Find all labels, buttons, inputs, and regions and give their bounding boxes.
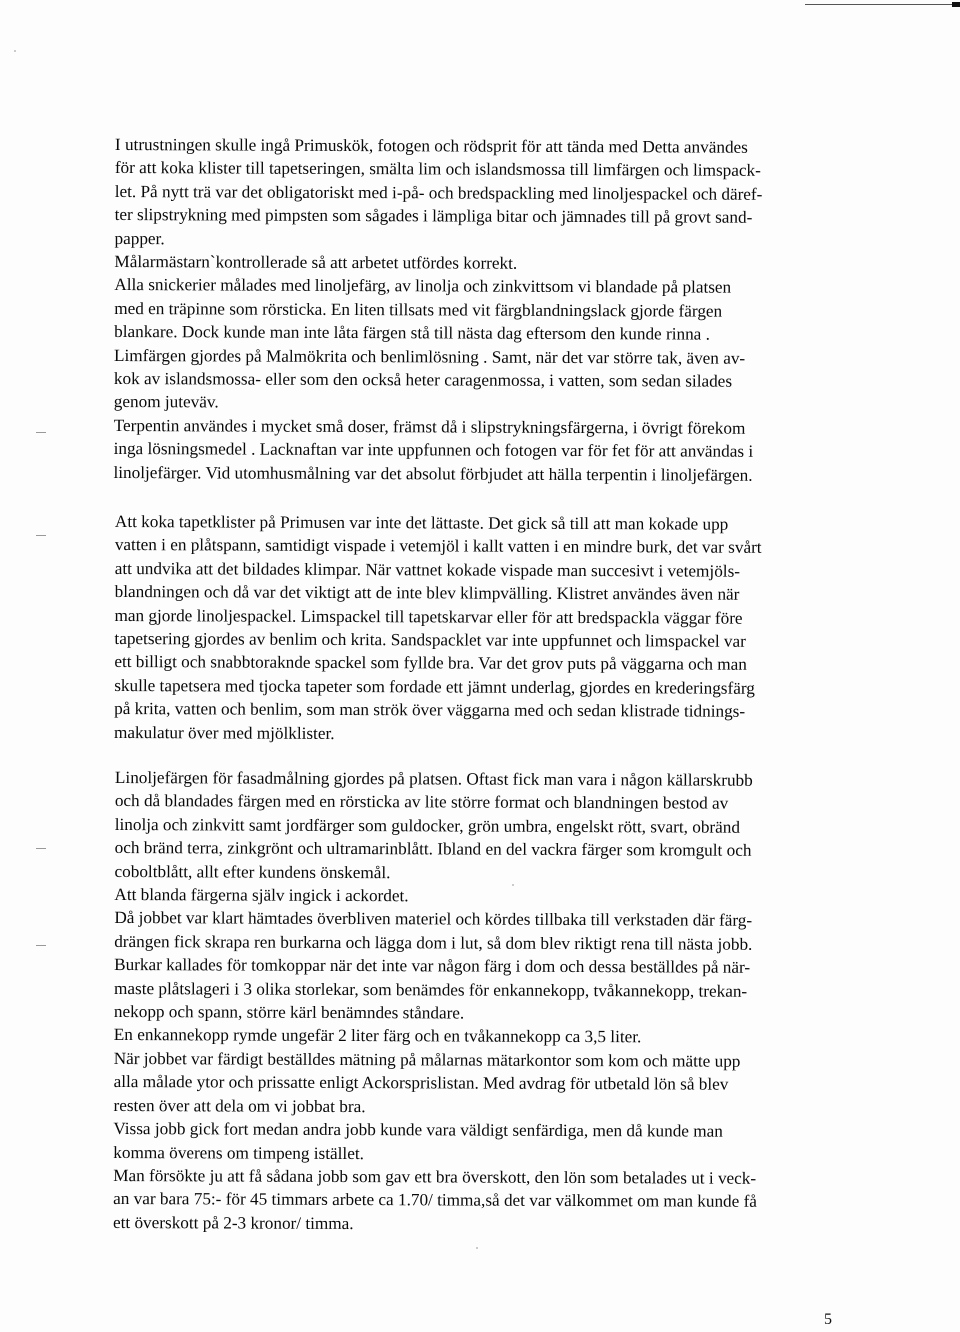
page-number: 5 (824, 1311, 832, 1328)
scan-corner-mark (952, 2, 960, 7)
paragraph: När jobbet var färdigt beställdes mätning på målarnas mätarkontor som kom och mätte upp alla målade ytor och prissatte enligt Ackorsprislistan. Med avdrag för utbetald lön så blev resten över att dela om vi jobbat bra. (113, 1048, 741, 1116)
text-block-materials (113, 133, 850, 487)
text-block-facade-paint (113, 766, 850, 1237)
paragraph: Linoljefärgen för fasadmålning gjordes på platsen. Oftast fick man vara i någon källarskrubb och då blandades färgen med en rörsticka av lite större format och blandningen bestod av linolja och zinkvitt samt jordfärger som guldocker, grön umbra, engelskt rött, svart, obränd och bränd terra, zinkgrönt och ultramarinblått. Ibland en del vackra färger som kromgult och coboltblått, allt efter kundens önskemål. (114, 768, 753, 882)
paragraph: Att koka tapetklister på Primusen var inte det lättaste. Det gick så till att man kokade upp vatten i en plåtspann, samtidigt vispade i vetemjöl i kallt vatten i en mindre burk, det var svårt att undvika att det bildades klimpar. När vattnet kokade vispade man succesivt i vetemjöls- blandningen och då var det viktigt att de inte blev klimpvälling. Klistret användes även när man gjorde linoljespackel. Limspackel till tapetskarvar eller för att bredspackla väggar före tapetsering gjordes av benlim och krita. Sandspacklet var inte uppfunnet och limspackel var ett billigt och snabbtoraknde spackel som fyllde bra. Var det grov puts på väggarna och man skulle tapetsera med tjocka tapeter som fordade ett jämnt underlag, gjordes en krederingsfärg på krita, vatten och benlim, som man strök över väggarna med och sedan klistrade tidnings- makulatur över med mjölklister. (113, 511, 762, 743)
paragraph: Målarmästarn`kontrollerade så att arbetet utfördes korrekt. (114, 252, 518, 273)
paragraph: Vissa jobb gick fort medan andra jobb kunde vara väldigt senfärdiga, men då kunde man komma överens om timpeng istället. (113, 1119, 723, 1163)
scan-speck (476, 1247, 478, 1249)
scan-edge-line (805, 4, 960, 5)
text-block-wallpaper-paste (114, 510, 850, 747)
paragraph: En enkannekopp rymde ungefär 2 liter färg och en tvåkannekopp ca 3,5 liter. (113, 1025, 642, 1047)
scan-speck (14, 50, 16, 52)
margin-mark (36, 432, 46, 433)
paragraph: Burkar kallades för tomkoppar när det inte var någon färg i dom och dessa beställdes på när- maste plåtslageri i 3 olika storlekar, som benämdes för enkannekopp, tvåkannekopp, trekan- nekopp och spann, större kärl benämndes ståndare. (113, 955, 751, 1023)
margin-mark (36, 945, 46, 946)
margin-mark (36, 535, 46, 536)
paragraph: Att blanda färgerna själv ingick i ackordet. (114, 885, 409, 906)
paragraph: Man försökte ju att få sådana jobb som gav ett bra överskott, den lön som betalades ut i veck- an var bara 75:- för 45 timmars arbete ca 1.70/ timma,så det var välkommet om man kunde få ett överskott på 2-3 kronor/ timma. (112, 1165, 757, 1233)
paragraph: Då jobbet var klart hämtades överbliven materiel och kördes tillbaka till verkstaden där färg- drängen fick skrapa ren burkarna och lägga dom i lut, så dom blev riktigt rena till nästa jobb. (114, 908, 753, 954)
paragraph: Terpentin användes i mycket små doser, främst då i slipstrykningsfärgerna, i övrigt förekom inga lösningsmedel . Lacknaftan var inte uppfunnen och fotogen var för fet för att användas i linoljefärger. Vid utomhusmålning var det absolut förbjudet att hälla terpentin i linoljefärgen. (113, 415, 754, 485)
paragraph: Alla snickerier målades med linoljefärg, av linolja och zinkvittsom vi blandade på platsen med en träpinne som rörsticka. En liten tillsats med vit färgblandningslack gjorde färgen blankare. Dock kunde man inte låta färgen stå till nästa dag eftersom den kunde rinna . (114, 275, 732, 344)
paragraph: Limfärgen gjordes på Malmökrita och benlimlösning . Samt, när det var större tak, även av- kok av islandsmossa- eller som den också heter caragenmossa, i vatten, som sedan silades genom juteväv. (113, 345, 746, 412)
margin-mark (36, 848, 46, 849)
paragraph: I utrustningen skulle ingå Primuskök, fotogen och rödsprit för att tända med Detta användes för att koka klister till tapetseringen, smälta lim och islandsmossa till limfärgen och limspack- let. På nytt trä var det obligatoriskt med i-på- och bredspackling med linoljespackel och däref- ter slipstrykning med pimpsten som sågades i lämpliga bitar och jämnades till på grovt sand- papper. (114, 134, 763, 248)
